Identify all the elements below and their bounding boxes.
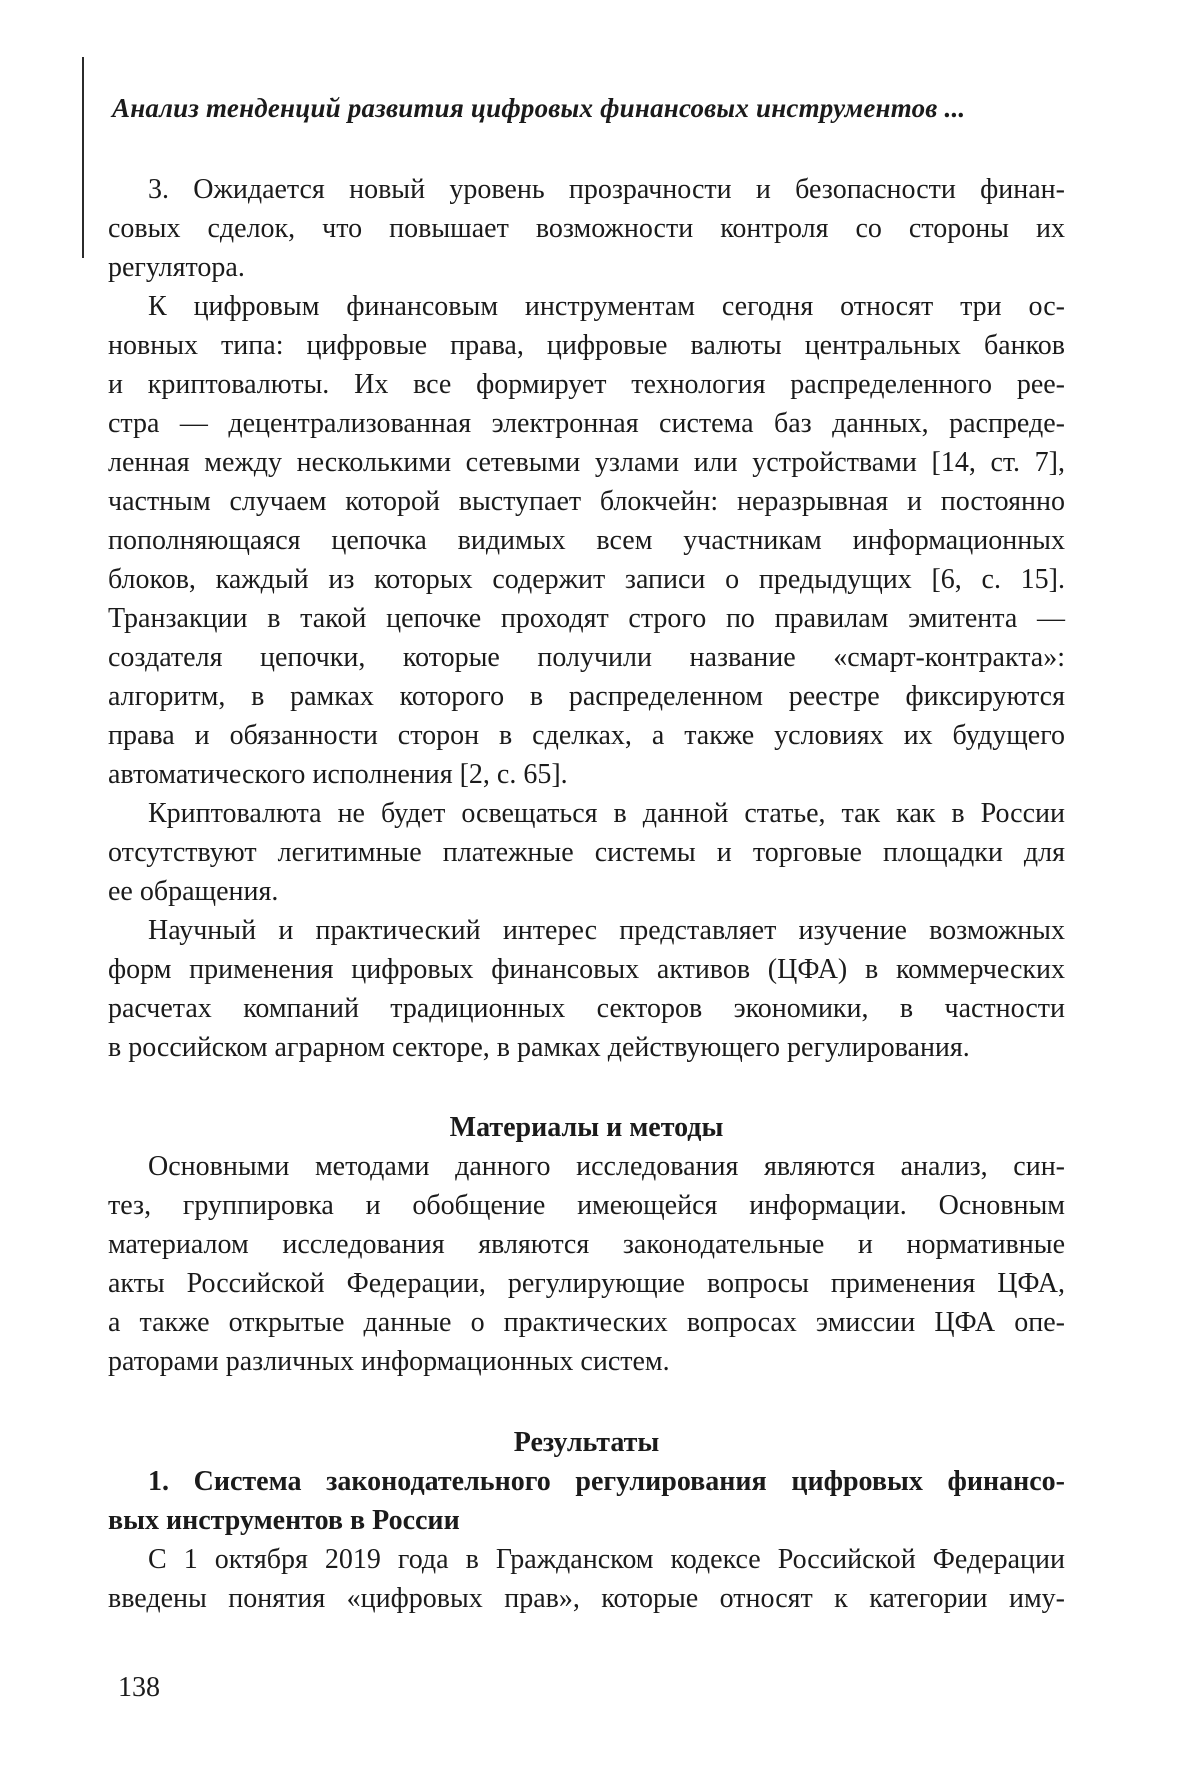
text-line: введены понятия «цифровых прав», которые относят к категории иму- — [108, 1583, 1065, 1614]
text-line: С 1 октября 2019 года в Гражданском кодексе Российской Федерации — [148, 1544, 1065, 1575]
text-line: ленная между несколькими сетевыми узлами или устройствами [14, ст. 7], — [108, 447, 1065, 478]
text-line: в российском аграрном секторе, в рамках действующего регулирования. — [108, 1032, 970, 1063]
text-line: отсутствуют легитимные платежные системы и торговые площадки для — [108, 837, 1065, 868]
paragraph-1 — [108, 170, 1065, 287]
margin-rule — [82, 57, 84, 258]
text-line: форм применения цифровых финансовых активов (ЦФА) в коммерческих — [108, 954, 1065, 985]
page-number: 138 — [118, 1672, 160, 1703]
section-heading-results: Результаты — [513, 1427, 660, 1458]
text-line: и криптовалюты. Их все формирует технология распределенного рее- — [108, 369, 1065, 400]
text-line: частным случаем которой выступает блокчейн: неразрывная и постоянно — [108, 486, 1065, 517]
text-line: пополняющаяся цепочка видимых всем участникам информационных — [108, 525, 1065, 556]
text-line: 3. Ожидается новый уровень прозрачности и безопасности финан- — [148, 174, 1065, 205]
text-line: регулятора. — [108, 252, 245, 283]
text-line: алгоритм, в рамках которого в распределенном реестре фиксируются — [108, 681, 1065, 712]
text-line: автоматического исполнения [2, с. 65]. — [108, 759, 568, 790]
paragraph-4 — [108, 911, 1065, 1067]
text-line: ее обращения. — [108, 876, 279, 907]
text-line: раторами различных информационных систем. — [108, 1346, 670, 1377]
text-line: создателя цепочки, которые получили название «смарт-контракта»: — [108, 642, 1065, 673]
text-line: К цифровым финансовым инструментам сегодня относят три ос- — [148, 291, 1065, 322]
text-line: права и обязанности сторон в сделках, а также условиях их будущего — [108, 720, 1065, 751]
text-line: Научный и практический интерес представляет изучение возможных — [148, 915, 1065, 946]
text-line: расчетах компаний традиционных секторов экономики, в частности — [108, 993, 1065, 1024]
paragraph-5 — [108, 1147, 1065, 1381]
text-line: вых инструментов в России — [108, 1505, 460, 1536]
text-line: 1. Система законодательного регулирования цифровых финансо- — [148, 1466, 1065, 1497]
text-block — [108, 170, 1065, 1618]
text-line: материалом исследования являются законодательные и нормативные — [108, 1229, 1065, 1260]
running-head: Анализ тенденций развития цифровых финансовых инструментов ... — [112, 93, 966, 123]
text-line: блоков, каждый из которых содержит записи о предыдущих [6, с. 15]. — [108, 564, 1065, 595]
paragraph-7 — [108, 1540, 1065, 1618]
text-line: совых сделок, что повышает возможности контроля со стороны их — [108, 213, 1065, 244]
text-line: новных типа: цифровые права, цифровые валюты центральных банков — [108, 330, 1065, 361]
text-line: Криптовалюта не будет освещаться в данной статье, так как в России — [148, 798, 1065, 829]
paragraph-3 — [108, 794, 1065, 911]
paragraph-6-subheading — [108, 1462, 1065, 1540]
text-line: а также открытые данные о практических вопросах эмиссии ЦФА опе- — [108, 1307, 1065, 1338]
text-line: Транзакции в такой цепочке проходят строго по правилам эмитента — — [108, 603, 1065, 634]
text-line: тез, группировка и обобщение имеющейся информации. Основным — [108, 1190, 1065, 1221]
text-line: Основными методами данного исследования являются анализ, син- — [148, 1151, 1065, 1182]
text-line: стра — децентрализованная электронная система баз данных, распреде- — [108, 408, 1065, 439]
section-heading-methods: Материалы и методы — [449, 1112, 724, 1143]
text-line: акты Российской Федерации, регулирующие вопросы применения ЦФА, — [108, 1268, 1065, 1299]
paragraph-2 — [108, 287, 1065, 794]
